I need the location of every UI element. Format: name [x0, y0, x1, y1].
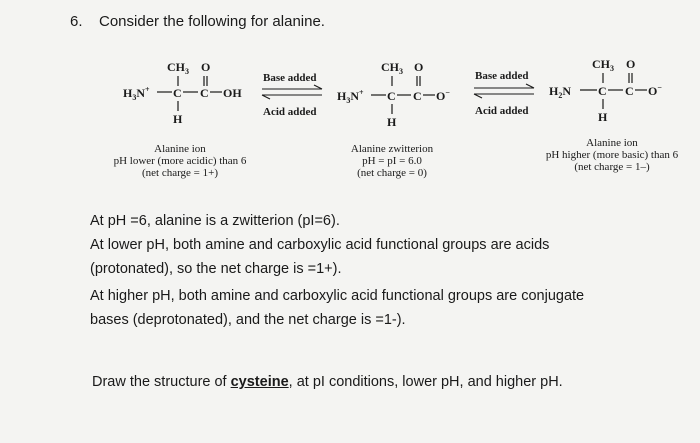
- task-prompt: [92, 374, 563, 390]
- svg-text:C: C: [413, 89, 422, 103]
- svg-text:H: H: [598, 110, 608, 124]
- svg-text:C: C: [625, 84, 634, 98]
- caption-1-charge: (net charge = 1+): [141, 167, 219, 179]
- svg-text:CH3: $CH_3$: [167, 60, 189, 76]
- prompt-before: Draw the structure of: [92, 374, 231, 390]
- equilibrium-arrow-1: [262, 72, 322, 118]
- svg-text:CH3: $CH_3$: [592, 57, 614, 73]
- svg-text:O−: O−: [648, 83, 662, 98]
- arrow1-bottom-label: Acid added: [263, 106, 317, 118]
- svg-text:O: O: [626, 57, 636, 71]
- svg-text:H: H: [387, 115, 397, 129]
- question-title: Consider the following for alanine.: [99, 13, 325, 30]
- svg-text:C: C: [200, 86, 209, 100]
- arrow2-top-label: Base added: [475, 70, 529, 82]
- svg-text:O−: O−: [436, 88, 450, 103]
- caption-species-2: [351, 143, 434, 179]
- caption-3-name: Alanine ion: [586, 137, 638, 149]
- explanation-line-3: (protonated), so the net charge is =1+).: [90, 261, 342, 277]
- prompt-after: , at pI conditions, lower pH, and higher pH.: [288, 374, 563, 390]
- svg-text:C: C: [173, 86, 182, 100]
- arrow2-bottom-label: Acid added: [475, 105, 529, 117]
- caption-1-ph: pH lower (more acidic) than 6: [113, 155, 247, 167]
- svg-text:H2N: $H_2N$: [549, 84, 572, 100]
- caption-2-name: Alanine zwitterion: [350, 143, 434, 155]
- caption-3-charge: (net charge = 1–): [574, 161, 650, 173]
- svg-text:O: O: [201, 60, 211, 74]
- explanation-line-2: At lower pH, both amine and carboxylic acid functional groups are acids: [90, 237, 550, 253]
- explanation-line-4: At higher pH, both amine and carboxylic acid functional groups are conjugate: [90, 288, 585, 304]
- structure-alanine-cation: [123, 60, 242, 126]
- svg-text:C: C: [387, 89, 396, 103]
- svg-text:H: H: [173, 112, 183, 126]
- question-number: 6.: [70, 13, 83, 30]
- caption-species-1: [114, 143, 247, 179]
- alanine-equilibrium-scheme: [0, 0, 700, 200]
- structure-alanine-zwitterion: [337, 60, 450, 129]
- equilibrium-arrow-2: [474, 70, 534, 117]
- prompt-emphasis-cysteine: cysteine: [230, 374, 289, 390]
- caption-2-charge: (net charge = 0): [357, 167, 427, 179]
- explanation-line-1: At pH =6, alanine is a zwitterion (pI=6).: [90, 213, 340, 229]
- svg-text:H3N+: $H_3N^+$: [123, 85, 150, 102]
- svg-text:CH3: $CH_3$: [381, 60, 403, 76]
- svg-text:O: O: [414, 60, 424, 74]
- svg-text:OH: OH: [223, 86, 242, 100]
- arrow1-top-label: Base added: [263, 72, 317, 84]
- structure-alanine-anion: [549, 57, 662, 124]
- svg-text:C: C: [598, 84, 607, 98]
- caption-1-name: Alanine ion: [154, 143, 206, 155]
- caption-2-ph: pH = pI = 6.0: [362, 155, 422, 167]
- caption-3-ph: pH higher (more basic) than 6: [545, 149, 679, 161]
- caption-species-3: [546, 137, 679, 173]
- svg-text:H3N+: $H_3N^+$: [337, 88, 364, 105]
- explanation-line-5: bases (deprotonated), and the net charge is =1-).: [90, 312, 406, 328]
